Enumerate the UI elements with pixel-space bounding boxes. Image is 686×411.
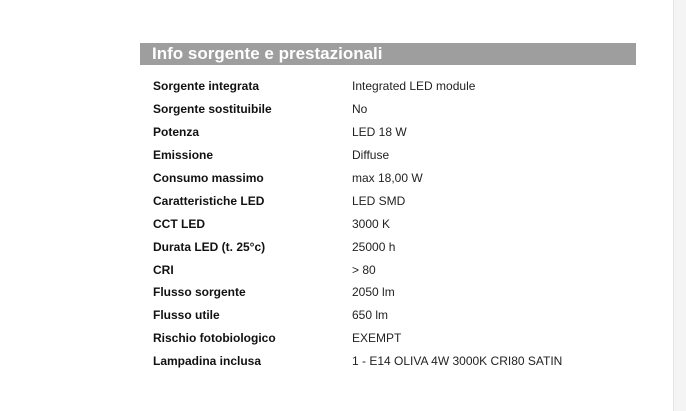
spec-row: [140, 189, 636, 212]
spec-row: [140, 350, 636, 373]
spec-label: Sorgente integrata: [153, 79, 260, 94]
spec-label: Consumo massimo: [153, 171, 264, 185]
spec-value: 3000 K: [352, 216, 391, 231]
spec-row: [140, 281, 636, 304]
spec-row: [140, 98, 636, 121]
spec-value: LED SMD: [352, 193, 406, 208]
spec-value: 1 - E14 OLIVA 4W 3000K CRI80 SATIN: [352, 354, 563, 369]
spec-row: [140, 327, 636, 350]
spec-value: Diffuse: [352, 148, 390, 163]
spec-label: Durata LED (t. 25°c): [153, 239, 266, 254]
spec-row: [140, 235, 636, 258]
spec-value: No: [352, 102, 368, 117]
spec-label: Rischio fotobiologico: [153, 331, 276, 346]
spec-value: 650 lm: [352, 308, 389, 323]
spec-row: [140, 167, 636, 190]
spec-row: [140, 144, 636, 167]
spec-label: CCT LED: [153, 216, 205, 231]
spec-value: max 18,00 W: [352, 171, 423, 185]
spec-value: > 80: [352, 262, 376, 277]
spec-label: Sorgente sostituibile: [153, 102, 272, 117]
spec-label: Potenza: [153, 125, 200, 140]
spec-value: EXEMPT: [352, 331, 402, 346]
spec-value: 2050 lm: [352, 285, 395, 300]
spec-label: Emissione: [153, 148, 214, 163]
spec-row: [140, 304, 636, 327]
spec-label: CRI: [153, 262, 174, 277]
spec-label: Flusso utile: [153, 308, 220, 323]
spec-row: [140, 212, 636, 235]
spec-row: [140, 121, 636, 144]
spec-row: [140, 75, 636, 98]
page-edge: [673, 0, 686, 411]
spec-row: [140, 258, 636, 281]
spec-label: Lampadina inclusa: [153, 354, 262, 369]
spec-value: Integrated LED module: [352, 79, 476, 94]
section-title: Info sorgente e prestazionali: [140, 43, 636, 65]
spec-label: Flusso sorgente: [153, 285, 246, 300]
spec-table: [140, 75, 636, 373]
spec-label: Caratteristiche LED: [153, 193, 265, 208]
spec-value: LED 18 W: [352, 125, 407, 140]
spec-value: 25000 h: [352, 239, 396, 254]
source-performance-section: [140, 43, 636, 373]
